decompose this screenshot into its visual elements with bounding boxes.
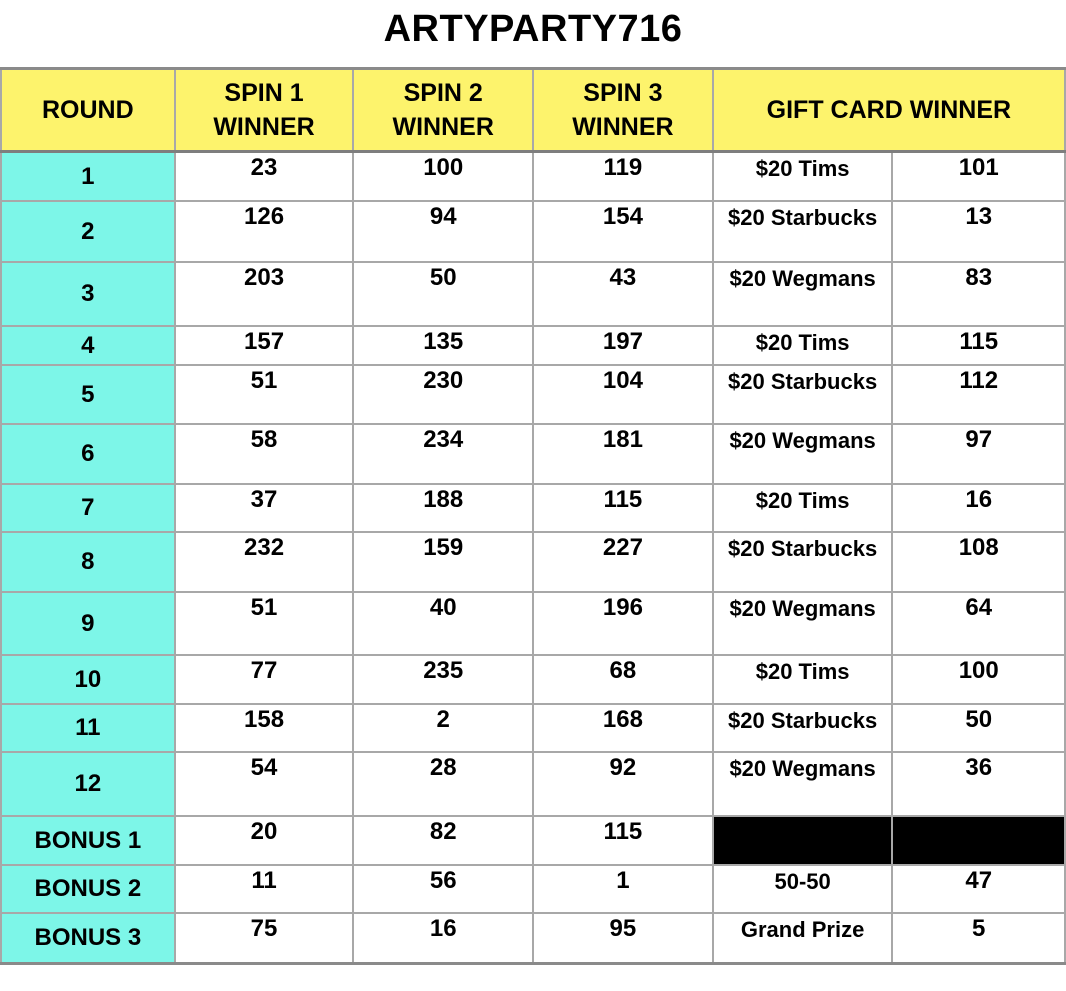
spin2-cell: 100 xyxy=(353,152,533,202)
prize-cell xyxy=(713,262,893,326)
spin2-cell: 135 xyxy=(353,326,533,365)
table-row xyxy=(1,592,1065,655)
spin1-cell: 51 xyxy=(175,365,354,424)
spin1-cell: 157 xyxy=(175,326,354,365)
round-cell: BONUS 3 xyxy=(1,913,175,964)
prize-cell xyxy=(713,913,893,964)
spin1-cell: 58 xyxy=(175,424,354,484)
round-cell: BONUS 2 xyxy=(1,865,175,913)
table-row xyxy=(1,152,1065,202)
spin2-cell: 235 xyxy=(353,655,533,704)
table-row xyxy=(1,365,1065,424)
spin3-cell: 68 xyxy=(533,655,713,704)
spin2-cell: 82 xyxy=(353,816,533,865)
prize-label: $20 Starbucks xyxy=(728,205,878,230)
header-spin3: SPIN 3 WINNER xyxy=(533,69,713,152)
gift-card-winner-cell: 5 xyxy=(892,913,1065,964)
prize-cell xyxy=(713,655,893,704)
table-row xyxy=(1,201,1065,262)
gift-card-winner-cell: 47 xyxy=(892,865,1065,913)
table-row xyxy=(1,865,1065,913)
spin3-cell: 196 xyxy=(533,592,713,655)
prize-cell xyxy=(713,326,893,365)
spin3-cell: 1 xyxy=(533,865,713,913)
table-row xyxy=(1,532,1065,592)
spin3-cell: 95 xyxy=(533,913,713,964)
redacted-prize-cell xyxy=(713,816,893,865)
spin3-cell: 92 xyxy=(533,752,713,816)
table-row xyxy=(1,262,1065,326)
spin1-cell: 232 xyxy=(175,532,354,592)
prize-label: $20 Starbucks xyxy=(728,536,878,561)
spin2-cell: 230 xyxy=(353,365,533,424)
prize-label: $20 Starbucks xyxy=(728,369,878,394)
spin2-cell: 56 xyxy=(353,865,533,913)
header-spin2: SPIN 2 WINNER xyxy=(353,69,533,152)
gift-card-winner-cell: 13 xyxy=(892,201,1065,262)
prize-label: 50-50 xyxy=(774,869,831,894)
spin2-cell: 234 xyxy=(353,424,533,484)
gift-card-winner-cell: 108 xyxy=(892,532,1065,592)
prize-label: $20 Starbucks xyxy=(728,708,878,733)
spin3-cell: 115 xyxy=(533,816,713,865)
redacted-winner-cell xyxy=(892,816,1065,865)
results-body xyxy=(1,152,1065,964)
spin3-cell: 104 xyxy=(533,365,713,424)
round-cell: 11 xyxy=(1,704,175,752)
round-cell: 3 xyxy=(1,262,175,326)
prize-label: $20 Tims xyxy=(755,156,850,181)
prize-cell xyxy=(713,152,893,202)
prize-cell xyxy=(713,865,893,913)
prize-cell xyxy=(713,365,893,424)
prize-cell xyxy=(713,752,893,816)
round-cell: BONUS 1 xyxy=(1,816,175,865)
spin1-cell: 11 xyxy=(175,865,354,913)
table-row xyxy=(1,913,1065,964)
spin1-cell: 75 xyxy=(175,913,354,964)
prize-label: $20 Tims xyxy=(755,659,850,684)
gift-card-winner-cell: 16 xyxy=(892,484,1065,532)
spin3-cell: 168 xyxy=(533,704,713,752)
round-cell: 9 xyxy=(1,592,175,655)
prize-label: $20 Tims xyxy=(755,488,850,513)
spin1-cell: 203 xyxy=(175,262,354,326)
prize-label: $20 Wegmans xyxy=(729,266,876,291)
prize-cell xyxy=(713,704,893,752)
gift-card-winner-cell: 112 xyxy=(892,365,1065,424)
spin3-cell: 119 xyxy=(533,152,713,202)
header-row xyxy=(1,69,1065,152)
spin3-cell: 115 xyxy=(533,484,713,532)
spin1-cell: 51 xyxy=(175,592,354,655)
gift-card-winner-cell: 115 xyxy=(892,326,1065,365)
round-cell: 1 xyxy=(1,152,175,202)
table-row xyxy=(1,704,1065,752)
prize-cell xyxy=(713,424,893,484)
spin3-cell: 197 xyxy=(533,326,713,365)
page-title: ARTYPARTY716 xyxy=(383,8,683,50)
table-row xyxy=(1,816,1065,865)
round-cell: 5 xyxy=(1,365,175,424)
header-gift-card: GIFT CARD WINNER xyxy=(713,69,1065,152)
gift-card-winner-cell: 83 xyxy=(892,262,1065,326)
spin2-cell: 2 xyxy=(353,704,533,752)
round-cell: 2 xyxy=(1,201,175,262)
table-row xyxy=(1,655,1065,704)
gift-card-winner-cell: 36 xyxy=(892,752,1065,816)
table-row xyxy=(1,484,1065,532)
round-cell: 6 xyxy=(1,424,175,484)
spin2-cell: 28 xyxy=(353,752,533,816)
round-cell: 7 xyxy=(1,484,175,532)
prize-label: Grand Prize xyxy=(740,917,865,942)
gift-card-winner-cell: 50 xyxy=(892,704,1065,752)
header-spin1: SPIN 1 WINNER xyxy=(175,69,354,152)
prize-cell xyxy=(713,592,893,655)
spin1-cell: 158 xyxy=(175,704,354,752)
gift-card-winner-cell: 100 xyxy=(892,655,1065,704)
prize-label: $20 Tims xyxy=(755,330,850,355)
spin2-cell: 94 xyxy=(353,201,533,262)
spin1-cell: 20 xyxy=(175,816,354,865)
spin3-cell: 43 xyxy=(533,262,713,326)
spin3-cell: 227 xyxy=(533,532,713,592)
gift-card-winner-cell: 97 xyxy=(892,424,1065,484)
spin1-cell: 54 xyxy=(175,752,354,816)
spin1-cell: 126 xyxy=(175,201,354,262)
prize-cell xyxy=(713,532,893,592)
round-cell: 12 xyxy=(1,752,175,816)
header-round: ROUND xyxy=(1,69,175,152)
table-row xyxy=(1,752,1065,816)
round-cell: 4 xyxy=(1,326,175,365)
prize-cell xyxy=(713,201,893,262)
gift-card-winner-cell: 101 xyxy=(892,152,1065,202)
spin1-cell: 37 xyxy=(175,484,354,532)
spin2-cell: 50 xyxy=(353,262,533,326)
gift-card-winner-cell: 64 xyxy=(892,592,1065,655)
round-cell: 8 xyxy=(1,532,175,592)
spin1-cell: 77 xyxy=(175,655,354,704)
prize-cell xyxy=(713,484,893,532)
spin3-cell: 154 xyxy=(533,201,713,262)
spin2-cell: 159 xyxy=(353,532,533,592)
spin1-cell: 23 xyxy=(175,152,354,202)
spin2-cell: 40 xyxy=(353,592,533,655)
round-cell: 10 xyxy=(1,655,175,704)
spin3-cell: 181 xyxy=(533,424,713,484)
spin2-cell: 16 xyxy=(353,913,533,964)
spin2-cell: 188 xyxy=(353,484,533,532)
prize-label: $20 Wegmans xyxy=(729,596,876,621)
table-row xyxy=(1,326,1065,365)
results-table xyxy=(0,67,1066,965)
prize-label: $20 Wegmans xyxy=(729,428,876,453)
prize-label: $20 Wegmans xyxy=(729,756,876,781)
table-row xyxy=(1,424,1065,484)
